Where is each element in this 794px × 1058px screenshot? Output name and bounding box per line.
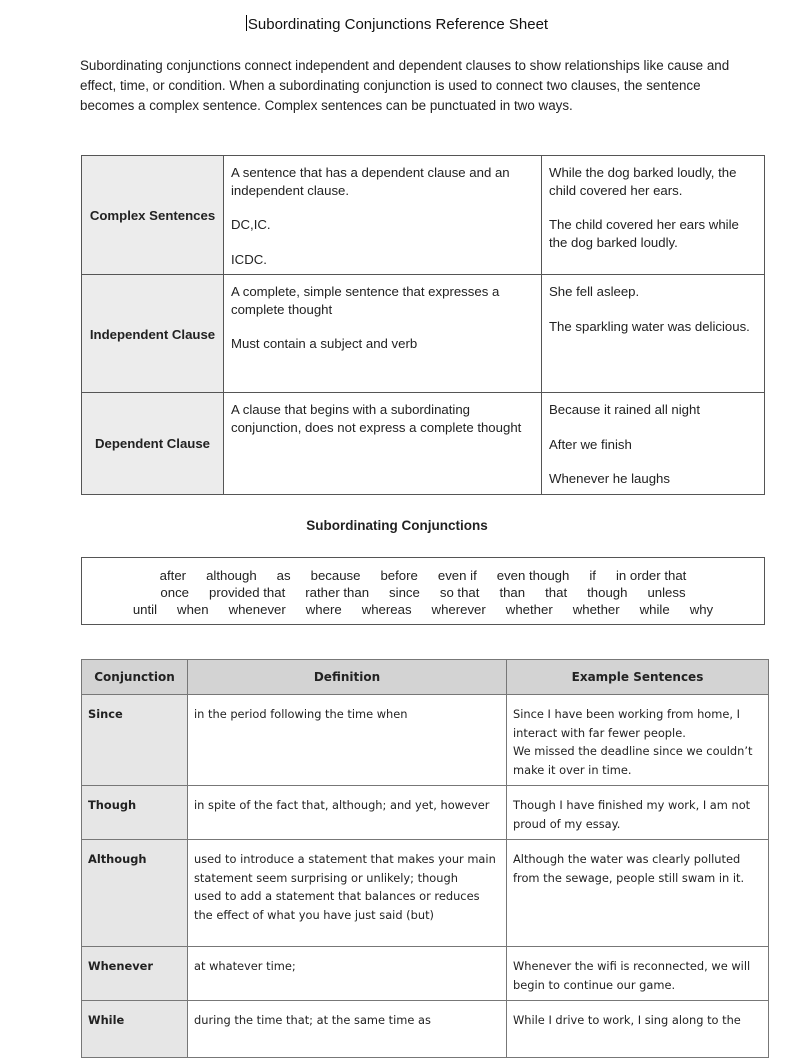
column-header-definition: Definition xyxy=(188,660,507,695)
definition-cell: in spite of the fact that, although; and yet, however xyxy=(188,786,507,840)
term-cell: Complex Sentences xyxy=(82,156,224,275)
conjunction-word: even though xyxy=(496,568,570,583)
reference-row xyxy=(82,275,765,393)
definition-cell: in the period following the time when xyxy=(188,695,507,786)
example-cell: While the dog barked loudly, the child covered her ears. The child covered her ears while the dog barked loudly. xyxy=(542,156,765,275)
conjunction-word: although xyxy=(206,568,257,583)
definition-cell: used to introduce a statement that makes your main statement seem surprising or unlikely; though used to add a statement that balances or reduces the effect of what you have just said (but) xyxy=(188,840,507,947)
conjunction-word: in order that xyxy=(615,568,687,583)
conjunction-word: once xyxy=(160,585,190,600)
page-title: Subordinating Conjunctions Reference Sheet xyxy=(247,16,549,33)
term-cell: Dependent Clause xyxy=(82,393,224,495)
column-header-examples: Example Sentences xyxy=(507,660,769,695)
text-cursor xyxy=(246,15,247,31)
example-cell: Though I have finished my work, I am not proud of my essay. xyxy=(507,786,769,840)
conjunction-word: whereas xyxy=(361,602,412,617)
conjunction-word: why xyxy=(689,602,714,617)
intro-paragraph: Subordinating conjunctions connect independent and dependent clauses to show relationships like cause and effect, time, or condition. When a subordinating conjunction is used to connect two clauses, the sentence becomes a complex sentence. Complex sentences can be punctuated in two ways. xyxy=(80,58,730,113)
conjunction-word: when xyxy=(177,602,209,617)
conjunction-word: whenever xyxy=(228,602,286,617)
conjunction-word: provided that xyxy=(209,585,286,600)
word-bank-row xyxy=(82,567,764,584)
reference-table xyxy=(81,155,765,495)
conjunction-word: than xyxy=(499,585,526,600)
definition-cell: during the time that; at the same time as xyxy=(188,1001,507,1058)
column-header-conjunction: Conjunction xyxy=(82,660,188,695)
conjunction-word: because xyxy=(310,568,361,583)
word-bank-row xyxy=(82,601,764,618)
definition-cell: A clause that begins with a subordinating conjunction, does not express a complete thought xyxy=(224,393,542,495)
conjunction-cell: Though xyxy=(82,786,188,840)
definition-cell: A complete, simple sentence that expresses a complete thought Must contain a subject and verb xyxy=(224,275,542,393)
conjunction-word: wherever xyxy=(431,602,486,617)
table-row xyxy=(82,840,769,947)
reference-row xyxy=(82,156,765,275)
conjunction-cell: Since xyxy=(82,695,188,786)
table-row xyxy=(82,947,769,1001)
word-bank-row xyxy=(82,584,764,601)
conjunctions-heading: Subordinating Conjunctions xyxy=(306,518,488,533)
conjunction-word: though xyxy=(587,585,628,600)
conjunction-word: so that xyxy=(439,585,480,600)
conjunction-word: whether xyxy=(572,602,620,617)
conjunction-word: if xyxy=(589,568,596,583)
example-cell: Since I have been working from home, I interact with far fewer people. We missed the deadline since we couldn’t make it over in time. xyxy=(507,695,769,786)
conjunctions-word-bank xyxy=(81,557,765,625)
conjunction-word: that xyxy=(545,585,568,600)
example-cell: While I drive to work, I sing along to the xyxy=(507,1001,769,1058)
conjunction-word: after xyxy=(159,568,187,583)
conjunction-word: until xyxy=(132,602,158,617)
example-cell: Because it rained all night After we finish Whenever he laughs xyxy=(542,393,765,495)
conjunction-word: since xyxy=(389,585,420,600)
definition-cell: at whatever time; xyxy=(188,947,507,1001)
definitions-table xyxy=(81,659,769,1058)
example-cell: Although the water was clearly polluted from the sewage, people still swam in it. xyxy=(507,840,769,947)
conjunction-word: where xyxy=(305,602,342,617)
table-row xyxy=(82,695,769,786)
conjunction-cell: Whenever xyxy=(82,947,188,1001)
conjunction-cell: Although xyxy=(82,840,188,947)
table-row xyxy=(82,786,769,840)
conjunction-word: rather than xyxy=(305,585,370,600)
reference-row xyxy=(82,393,765,495)
conjunction-word: while xyxy=(639,602,670,617)
example-cell: She fell asleep. The sparkling water was delicious. xyxy=(542,275,765,393)
table-header-row xyxy=(82,660,769,695)
conjunction-word: unless xyxy=(647,585,686,600)
definition-cell: A sentence that has a dependent clause and an independent clause. DC,IC. ICDC. xyxy=(224,156,542,275)
conjunction-word: whether xyxy=(505,602,553,617)
example-cell: Whenever the wifi is reconnected, we will begin to continue our game. xyxy=(507,947,769,1001)
table-row xyxy=(82,1001,769,1058)
conjunction-word: even if xyxy=(437,568,477,583)
conjunction-word: before xyxy=(380,568,418,583)
conjunction-word: as xyxy=(276,568,291,583)
term-cell: Independent Clause xyxy=(82,275,224,393)
conjunction-cell: While xyxy=(82,1001,188,1058)
